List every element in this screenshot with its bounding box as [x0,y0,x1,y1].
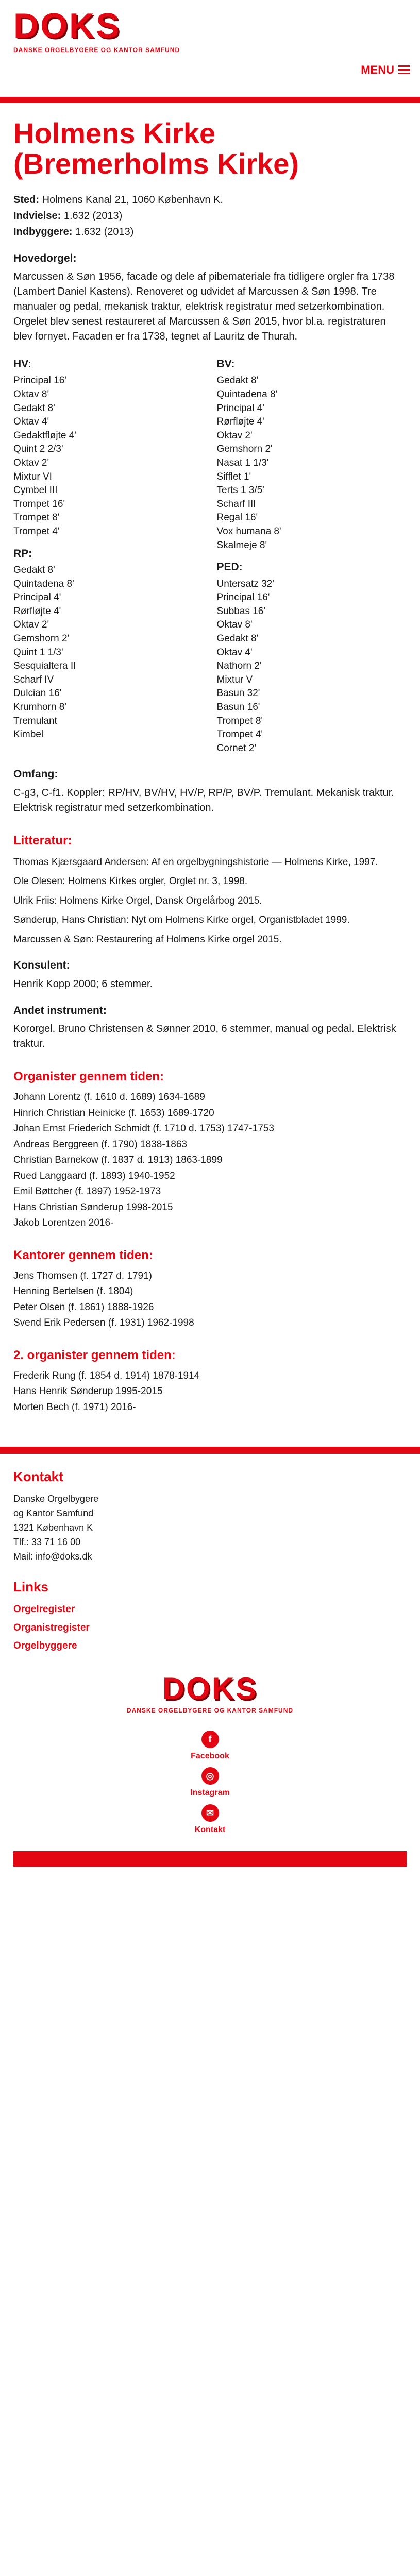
address-value: Holmens Kanal 21, 1060 København K. [42,194,223,206]
links-title: Links [13,1579,48,1595]
stop: Nathorn 2' [216,660,262,672]
footer-links [13,1602,407,1653]
list-item: Andreas Berggreen (f. 1790) 1838-1863 [13,1139,187,1150]
literature-item: Ulrik Friis: Holmens Kirke Orgel, Dansk Orgelårbog 2015. [13,895,262,906]
description-block [13,251,407,344]
stop: Oktav 2' [13,619,49,631]
list-item: Jens Thomsen (f. 1727 d. 1791) [13,1270,152,1281]
stop: Vox humana 8' [216,526,281,537]
stop: Trompet 16' [13,498,65,510]
stop: Rørfløjte 4' [13,605,61,617]
stop: Gedakt 8' [13,402,55,414]
logo-wordmark: DOKS [13,6,121,45]
list-item: Svend Erik Pedersen (f. 1931) 1962-1998 [13,1317,194,1329]
list-item: Hinrich Christian Heinicke (f. 1653) 1689-1720 [13,1107,214,1118]
stop: Basun 32' [216,688,260,699]
list-item: Jakob Lorentzen 2016- [13,1217,114,1229]
stop: Kimbel [13,729,44,740]
instagram-icon: ◎ [201,1767,219,1785]
stop: Gemshorn 2' [13,633,70,644]
couplers-title: Omfang: [13,768,58,781]
contact-line: 1321 København K [13,1522,93,1533]
social-label: Kontakt [194,1825,226,1834]
social-instagram[interactable] [190,1767,229,1799]
stop: Oktav 4' [13,416,49,428]
stop: Oktav 8' [216,619,253,631]
stop: Oktav 4' [216,647,253,658]
list-item: Johan Ernst Friederich Schmidt (f. 1710 d. 1753) 1747-1753 [13,1123,274,1134]
contact-line: Danske Orgelbygere [13,1494,99,1504]
couplers-block [13,767,407,815]
stop: Scharf III [216,498,256,510]
stop: Quint 2 2/3' [13,444,63,455]
literature-list [13,855,407,947]
stop: Quint 1 1/3' [13,647,63,658]
literature-item: Marcussen & Søn: Restaurering af Holmens Kirke orgel 2015. [13,934,282,945]
stop: Oktav 8' [13,389,49,400]
menu-button[interactable] [361,62,410,78]
stop: Sesquialtera II [13,660,76,672]
disposition-right [217,357,407,755]
stop: Principal 16' [216,592,270,603]
logo-tagline: DANSKE ORGELBYGERE OG KANTOR SAMFUND [13,46,180,54]
stop: Regal 16' [216,512,258,523]
division-title: HV: [13,358,32,370]
stop: Tremulant [13,715,57,726]
literature-item: Thomas Kjærsgaard Andersen: Af en orgelbygningshistorie — Holmens Kirke, 1997. [13,856,378,868]
bottom-bar [13,1851,407,1867]
list-item: Johann Lorentz (f. 1610 d. 1689) 1634-1689 [13,1091,205,1103]
stop: Principal 4' [216,402,264,414]
mail-icon: ✉ [201,1804,219,1822]
stop: Sifflet 1' [216,471,251,482]
hamburger-icon [398,63,410,76]
facebook-icon: f [201,1731,219,1748]
other-instrument-title: Andet instrument: [13,1004,107,1016]
stop: Rørfløjte 4' [216,416,264,428]
stop: Oktav 2' [216,430,253,441]
address-line [13,193,407,208]
page-title: Holmens Kirke (Bremerholms Kirke) [13,117,299,180]
second-organists-title: 2. organister gennem tiden: [13,1348,176,1362]
menu-label: MENU [361,63,394,76]
stop: Principal 16' [13,375,66,386]
stop: Oktav 2' [13,457,49,469]
stop: Cymbel III [13,485,58,496]
stop: Krumhorn 8' [13,701,66,713]
description-text: Marcussen & Søn 1956, facade og dele af pibemateriale fra tidligere orgler fra 1738 (Lambert Daniel Kastens). Renoveret og udvidet af Marcussen & Søn 1998. Tre manualer og pedal, mekanisk traktur, elektrisk registratur med setzerkombination. Orgelet blev senest restaureret af Marcussen & Søn 2015, hvor bl.a. registraturen blev fornyet. Facaden er fra 1738, tegnet af Lauritz de Thurah. [13,271,395,343]
builder-line [13,225,407,240]
social-facebook[interactable] [191,1731,229,1762]
stop: Nasat 1 1/3' [216,457,269,469]
cantors-title: Kantorer gennem tiden: [13,1248,153,1262]
social-label: Instagram [190,1788,230,1798]
stop: Mixtur V [216,674,253,685]
list-item: Rued Langgaard (f. 1893) 1940-1952 [13,1170,175,1181]
list-item: Hans Christian Sønderup 1998-2015 [13,1201,173,1213]
site-logo[interactable] [13,6,189,55]
cantors-list [13,1269,407,1330]
literature-item: Sønderup, Hans Christian: Nyt om Holmens Kirke orgel, Organistbladet 1999. [13,914,350,926]
organists-title: Organister gennem tiden: [13,1070,164,1084]
couplers-text: C-g3, C-f1. Koppler: RP/HV, BV/HV, HV/P, RP/P, BV/P. Tremulant. Mekanisk traktur. Elektrisk registratur med setzerkombination. [13,787,394,814]
stop: Untersatz 32' [216,578,274,589]
stop: Gedaktfløjte 4' [13,430,76,441]
division-title: PED: [216,561,243,573]
contact-line: og Kantor Samfund [13,1508,94,1519]
stop: Skalmeje 8' [216,539,267,551]
address-label: Sted: [13,194,39,206]
consultant-block [13,958,407,991]
stop: Subbas 16' [216,605,265,617]
stop: Scharf IV [13,674,54,685]
disposition [13,357,407,755]
division-title: RP: [13,547,32,560]
list-item: Emil Bøttcher (f. 1897) 1952-1973 [13,1186,161,1197]
consultant-title: Konsulent: [13,959,70,972]
footer-logo[interactable] [13,1671,407,1715]
list-item: Henning Bertelsen (f. 1804) [13,1286,133,1297]
stop: Trompet 4' [13,526,60,537]
division-title: BV: [216,358,235,370]
description-title: Hovedorgel: [13,252,77,264]
stop: Principal 4' [13,592,61,603]
stop: Quintadena 8' [216,389,278,400]
list-item: Hans Henrik Sønderup 1995-2015 [13,1386,163,1397]
second-organists-list [13,1369,407,1415]
stop: Basun 16' [216,701,260,713]
footer-logo-tagline: DANSKE ORGELBYGERE OG KANTOR SAMFUND [126,1706,294,1714]
stop: Gemshorn 2' [216,444,273,455]
main-content [0,103,420,1426]
list-item: Christian Barnekow (f. 1837 d. 1913) 1863-1899 [13,1155,223,1166]
inauguration-line [13,209,407,224]
stop: Trompet 4' [216,729,263,740]
disposition-left [13,357,204,755]
contact-title: Kontakt [13,1469,63,1485]
list-item: Morten Bech (f. 1971) 2016- [13,1401,136,1413]
stop: Gedakt 8' [216,633,259,644]
social-label: Facebook [191,1752,229,1761]
list-item: Peter Olsen (f. 1861) 1888-1926 [13,1301,154,1313]
social-links [13,1731,407,1836]
literature-title: Litteratur: [13,833,72,848]
site-footer [0,1447,420,1887]
stop: Trompet 8' [216,715,263,726]
contact-email[interactable]: Mail: info@doks.dk [13,1551,92,1562]
inauguration-value: 1.632 (2013) [63,210,123,222]
list-item: Frederik Rung (f. 1854 d. 1914) 1878-1914 [13,1370,200,1381]
stop: Dulcian 16' [13,688,62,699]
footer-logo-wordmark: DOKS [162,1671,258,1706]
other-instrument-text: Kororgel. Bruno Christensen & Sønner 2010, 6 stemmer, manual og pedal. Elektrisk traktur. [13,1023,396,1050]
stop: Cornet 2' [216,742,257,754]
builder-label: Indbyggere: [13,226,73,238]
site-header [0,0,420,103]
stop: Mixtur VI [13,471,52,482]
stop: Trompet 8' [13,512,60,523]
stop: Quintadena 8' [13,578,74,589]
footer-link-orgelregister[interactable]: Orgelregister [13,1604,75,1615]
other-instrument-block [13,1003,407,1052]
stop: Gedakt 8' [13,565,55,576]
organists-list [13,1090,407,1230]
literature-item: Ole Olesen: Holmens Kirkes orgler, Orglet nr. 3, 1998. [13,876,248,887]
stop: Terts 1 3/5' [216,485,264,496]
social-contact[interactable] [195,1804,226,1836]
consultant-text: Henrik Kopp 2000; 6 stemmer. [13,978,153,990]
contact-phone[interactable]: Tlf.: 33 71 16 00 [13,1537,81,1548]
stop: Gedakt 8' [216,375,259,386]
footer-link-organistregister[interactable]: Organistregister [13,1622,90,1633]
inauguration-label: Indvielse: [13,210,61,222]
footer-link-orgelbyggere[interactable]: Orgelbyggere [13,1640,77,1652]
builder-value: 1.632 (2013) [75,226,134,238]
